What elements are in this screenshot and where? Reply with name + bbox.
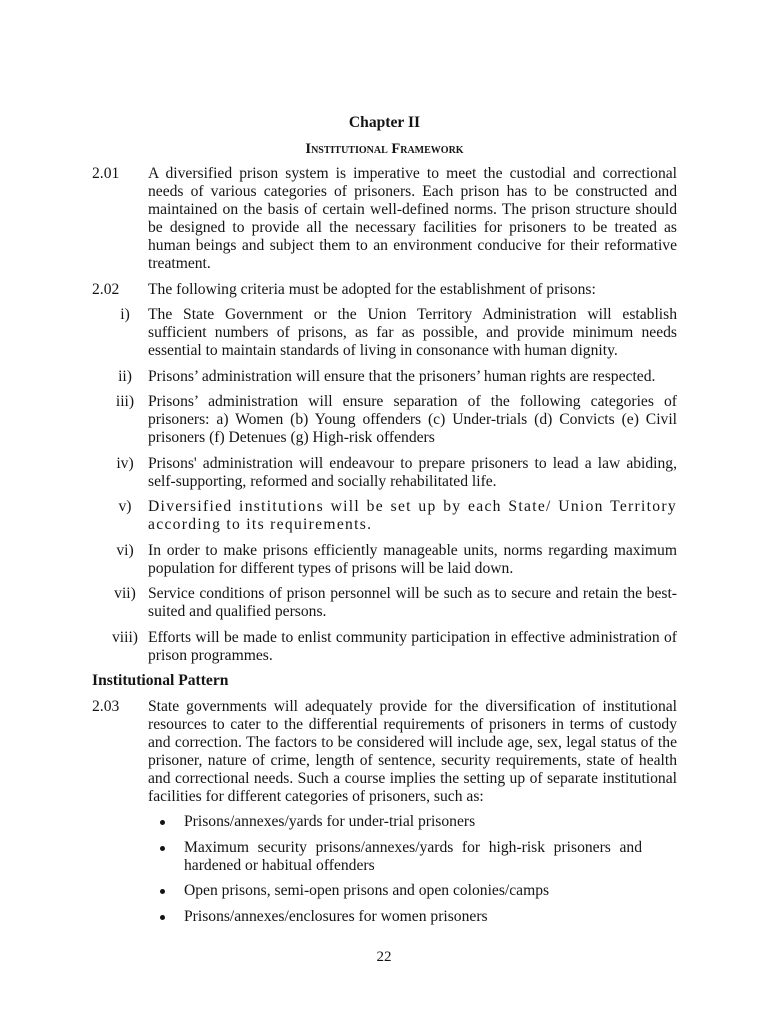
bullet-icon xyxy=(160,820,165,825)
section-heading: Institutional Pattern xyxy=(92,672,229,689)
bullet-item xyxy=(148,813,677,831)
criteria-item-iii xyxy=(92,393,677,447)
item-text: Prisons’ administration will ensure separation of the following categories of prisoners: a) Women (b) Young offenders (c) Under-trials (d) Convicts (e) Civil prisoners (f) Detenues (g) High-risk offenders xyxy=(148,393,677,446)
item-marker: vi) xyxy=(116,541,134,559)
criteria-item-viii xyxy=(92,629,677,665)
bullet-text: Open prisons, semi-open prisons and open colonies/camps xyxy=(184,882,550,899)
criteria-item-ii xyxy=(92,368,677,386)
bullet-item xyxy=(148,882,677,900)
item-marker: v) xyxy=(118,498,132,515)
chapter-title: Chapter II xyxy=(348,114,421,131)
criteria-item-vii xyxy=(92,585,677,621)
paragraph-number: 2.02 xyxy=(92,280,120,298)
criteria-item-v xyxy=(92,498,677,534)
item-marker: iv) xyxy=(116,454,134,472)
chapter-subtitle: Institutional Framework xyxy=(305,141,464,157)
item-text: Service conditions of prison personnel will be such as to secure and retain the best-suited and qualified persons. xyxy=(148,585,677,620)
item-text: Diversified institutions will be set up by each State/ Union Territory according to its requirements. xyxy=(148,498,677,533)
paragraph-text: A diversified prison system is imperative to meet the custodial and correctional needs of various categories of prisoners. Each prison has to be constructed and maintained on the basis of certain well-defined norms. The prison structure should be designed to provide all the necessary facilities for prisoners to be treated as human beings and subject them to an environment conducive for their reformative treatment. xyxy=(148,165,677,272)
paragraph-2-01 xyxy=(92,165,677,273)
bullet-text: Prisons/annexes/enclosures for women prisoners xyxy=(184,907,488,925)
item-marker: i) xyxy=(120,306,130,323)
criteria-item-iv xyxy=(92,455,677,491)
bullet-item xyxy=(148,908,677,926)
paragraph-2-02 xyxy=(92,281,677,299)
criteria-item-vi xyxy=(92,542,677,578)
bullet-text: Prisons/annexes/yards for under-trial prisoners xyxy=(184,813,476,830)
item-marker: ii) xyxy=(118,367,132,385)
paragraph-number: 2.01 xyxy=(92,165,120,182)
paragraph-number: 2.03 xyxy=(92,697,120,715)
bullet-item xyxy=(148,839,677,875)
paragraph-text: The following criteria must be adopted for the establishment of prisons: xyxy=(148,280,596,298)
bullet-icon xyxy=(160,846,165,851)
item-text: Prisons’ administration will ensure that the prisoners’ human rights are respected. xyxy=(148,367,656,385)
item-marker: viii) xyxy=(112,628,138,646)
item-marker: iii) xyxy=(115,393,135,410)
item-marker: vii) xyxy=(114,585,136,602)
bullet-icon xyxy=(160,889,165,894)
page-content xyxy=(92,114,677,926)
item-text: In order to make prisons efficiently manageable units, norms regarding maximum population for different types of prisons will be laid down. xyxy=(148,541,677,577)
criteria-item-i xyxy=(92,306,677,360)
paragraph-text: State governments will adequately provide for the diversification of institutional resources to cater to the differential requirements of prisoners in terms of custody and correction. The factors to be considered will include age, sex, legal status of the prisoner, nature of crime, length of sentence, security requirements, state of health and correctional needs. Such a course implies the setting up of separate institutional facilities for different categories of prisoners, such as: xyxy=(148,697,677,805)
item-text: Prisons' administration will endeavour to prepare prisoners to lead a law abiding, self-supporting, reformed and socially rehabilitated life. xyxy=(148,454,677,490)
item-text: Efforts will be made to enlist community participation in effective administration of prison programmes. xyxy=(148,628,677,664)
item-text: The State Government or the Union Territory Administration will establish sufficient numbers of prisons, as far as possible, and provide minimum needs essential to maintain standards of living in consonance with human dignity. xyxy=(148,306,677,359)
bullet-text: Maximum security prisons/annexes/yards for high-risk prisoners and hardened or habitual offenders xyxy=(184,838,642,874)
paragraph-2-03 xyxy=(92,698,677,806)
bullet-icon xyxy=(160,915,165,920)
page-number: 22 xyxy=(376,949,392,965)
